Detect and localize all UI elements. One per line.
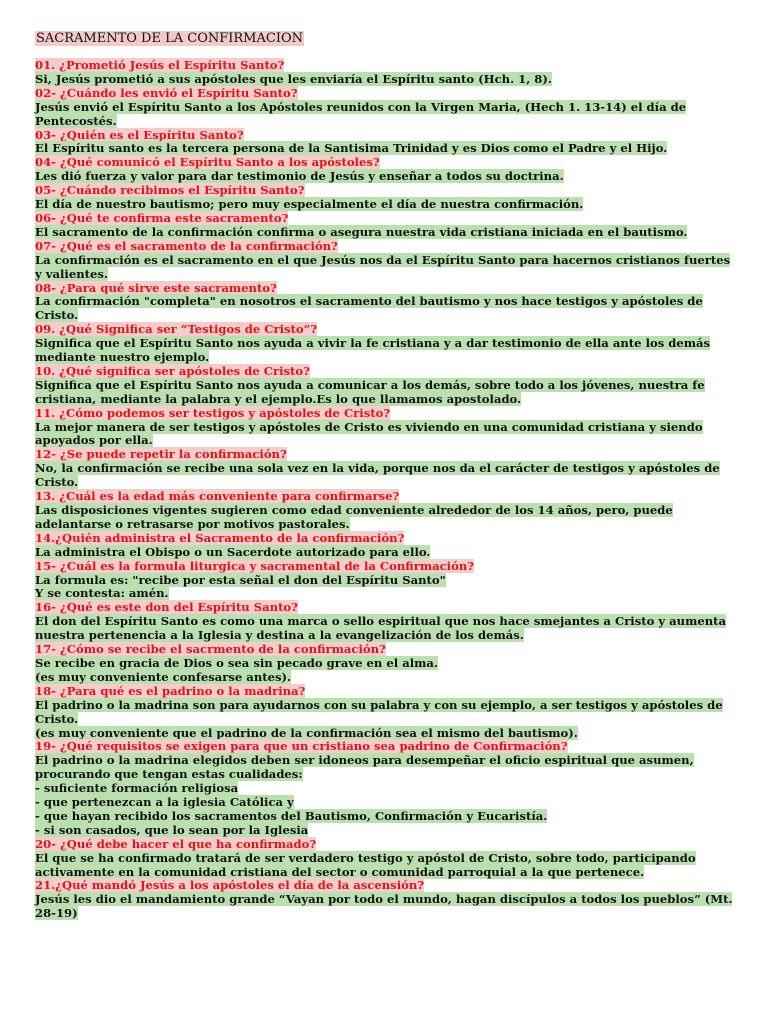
question-text: 13. ¿Cuál es la edad más conveniente para confirmarse?: [35, 489, 400, 504]
question: [35, 407, 740, 421]
answer: [35, 504, 740, 532]
answer-text: - suficiente formación religiosa: [35, 781, 239, 796]
answer: [35, 824, 740, 838]
answer: [35, 170, 740, 184]
qa-item: [35, 407, 740, 449]
question-text: 16- ¿Qué es este don del Espíritu Santo?: [35, 600, 298, 615]
answer: [35, 254, 740, 282]
qa-item: [35, 184, 740, 212]
question-text: 11. ¿Cómo podemos ser testigos y apóstoles de Cristo?: [35, 405, 391, 420]
question-text: 07- ¿Qué es el sacramento de la confirmación?: [35, 238, 338, 253]
question-text: 12- ¿Se puede repetir la confirmación?: [35, 447, 287, 462]
question: [35, 838, 740, 852]
answer-text: Les dió fuerza y valor para dar testimonio de Jesús y enseñar a todos su doctrina.: [35, 169, 564, 184]
qa-item: [35, 129, 740, 157]
answer: [35, 142, 740, 156]
answer: [35, 574, 740, 588]
answer: [35, 587, 740, 601]
answer-text: El que se ha confirmado tratará de ser verdadero testigo y apóstol de Cristo, sobre todo, participando activamente en la comunidad cristiana del sector o comunidad parroquial a la que pertenece.: [35, 850, 696, 879]
question-text: 04- ¿Qué comunicó el Espíritu Santo a los apóstoles?: [35, 155, 380, 170]
qa-item: [35, 323, 740, 365]
answer: [35, 462, 740, 490]
question: [35, 365, 740, 379]
qa-item: [35, 87, 740, 129]
answer: [35, 893, 740, 921]
answer-text: (es muy conveniente que el padrino de la confirmación sea el mismo del bautismo).: [35, 725, 578, 740]
answer-text: Significa que el Espíritu Santo nos ayuda a comunicar a los demás, sobre todo a los jóvenes, nuestra fe cristiana, mediante la palabra y el ejemplo.Es lo que llamamos apostolado.: [35, 377, 705, 406]
answer-text: El padrino o la madrina elegidos deben ser idoneos para desempeñar el oficio espiritual que asumen, procurando que tengan estas cualidades:: [35, 753, 694, 782]
answer: [35, 615, 740, 643]
question: [35, 184, 740, 198]
answer-text: La confirmación "completa" en nosotros el sacramento del bautismo y nos hace testigos y apóstoles de Cristo.: [35, 294, 703, 323]
question: [35, 240, 740, 254]
question: [35, 490, 740, 504]
qa-item: [35, 740, 740, 837]
question-text: 09. ¿Qué Significa ser “Testigos de Cristo”?: [35, 322, 318, 337]
qa-item: [35, 156, 740, 184]
qa-item: [35, 685, 740, 741]
answer-text: No, la confirmación se recibe una sola vez en la vida, porque nos da el carácter de testigos y apóstoles de Cristo.: [35, 461, 720, 490]
answer: [35, 727, 740, 741]
document: [35, 27, 740, 921]
document-title: SACRAMENTO DE LA CONFIRMACION: [36, 31, 303, 46]
answer: [35, 671, 740, 685]
answer: [35, 796, 740, 810]
question-text: 01. ¿Prometió Jesús el Espíritu Santo?: [35, 58, 285, 72]
qa-item: [35, 59, 740, 87]
question: [35, 643, 740, 657]
answer-text: Se recibe en gracia de Dios o sea sin pecado grave en el alma.: [35, 655, 438, 670]
question: [35, 560, 740, 574]
answer: [35, 198, 740, 212]
answer-text: - si son casados, que lo sean por la Iglesia: [35, 822, 309, 837]
answer: [35, 379, 740, 407]
question-text: 10. ¿Qué significa ser apóstoles de Cristo?: [35, 363, 310, 378]
question-text: 14.¿Quién administra el Sacramento de la confirmación?: [35, 530, 405, 545]
answer-text: Significa que el Espíritu Santo nos ayuda a vivir la fe cristiana y a dar testimonio de ella ante los demás mediante nuestro ejemplo.: [35, 336, 711, 365]
question: [35, 448, 740, 462]
answer-text: El don del Espíritu Santo es como una marca o sello espiritual que nos hace smejantes a Cristo y aumenta nuestra pertenencia a la Iglesia y destina a la evangelización de los demás.: [35, 614, 727, 643]
question-text: 02- ¿Cuándo les envió el Espíritu Santo?: [35, 85, 298, 100]
answer-text: La formula es: "recibe por esta señal el don del Espíritu Santo": [35, 572, 446, 587]
qa-item: [35, 282, 740, 324]
question: [35, 685, 740, 699]
question-text: 20- ¿Qué debe hacer el que ha confirmado?: [35, 836, 317, 851]
question-text: 18- ¿Para qué es el padrino o la madrina?: [35, 683, 306, 698]
question: [35, 212, 740, 226]
answer: [35, 101, 740, 129]
qa-item: [35, 532, 740, 560]
question: [35, 323, 740, 337]
answer: [35, 754, 740, 782]
answer: [35, 657, 740, 671]
answer-text: Si, Jesús prometió a sus apóstoles que les enviaría el Espíritu santo (Hch. 1, 8).: [35, 71, 552, 86]
answer-text: Jesús les dio el mandamiento grande “Vayan por todo el mundo, hagan discípulos a todos los pueblos” (Mt. 28-19): [35, 892, 733, 921]
qa-item: [35, 240, 740, 282]
question-text: 03- ¿Quién es el Espíritu Santo?: [35, 127, 244, 142]
qa-item: [35, 560, 740, 602]
question: [35, 282, 740, 296]
answer-text: (es muy conveniente confesarse antes).: [35, 669, 292, 684]
question-text: 17- ¿Cómo se recibe el sacrmento de la confirmación?: [35, 642, 386, 657]
answer: [35, 782, 740, 796]
question: [35, 601, 740, 615]
answer: [35, 852, 740, 880]
qa-item: [35, 838, 740, 880]
answer: [35, 337, 740, 365]
question: [35, 87, 740, 101]
question-text: 08- ¿Para qué sirve este sacramento?: [35, 280, 277, 295]
answer-text: El padrino o la madrina son para ayudarnos con su palabra y con su ejemplo, a ser testigos y apóstoles de Cristo.: [35, 697, 723, 726]
question: [35, 740, 740, 754]
answer-text: Y se contesta: amén.: [35, 586, 169, 601]
answer-text: El día de nuestro bautismo; pero muy especialmente el día de nuestra confirmación.: [35, 197, 584, 212]
qa-item: [35, 601, 740, 643]
answer-text: El Espíritu santo es la tercera persona de la Santisima Trinidad y es Dios como el Padre y el Hijo.: [35, 141, 668, 156]
answer-text: La administra el Obispo o un Sacerdote autorizado para ello.: [35, 544, 431, 559]
question: [35, 129, 740, 143]
question: [35, 879, 740, 893]
answer-text: Jesús envió el Espíritu Santo a los Apóstoles reunidos con la Virgen Maria, (Hech 1. 13-14) el día de Pentecostés.: [35, 99, 687, 128]
qa-item: [35, 448, 740, 490]
answer-text: - que pertenezcan a la iglesia Católica y: [35, 795, 294, 810]
question-text: 05- ¿Cuándo recibimos el Espíritu Santo?: [35, 183, 305, 198]
answer: [35, 810, 740, 824]
answer: [35, 295, 740, 323]
question-text: 15- ¿Cuál es la formula liturgica y sacramental de la Confirmación?: [35, 558, 475, 573]
qa-list: [35, 59, 740, 921]
answer: [35, 73, 740, 87]
answer-text: La confirmación es el sacramento en el que Jesús nos da el Espíritu Santo para hacernos cristianos fuertes y valientes.: [35, 252, 731, 281]
answer-text: - que hayan recibido los sacramentos del Bautismo, Confirmación y Eucaristía.: [35, 808, 548, 823]
answer-text: La mejor manera de ser testigos y apóstoles de Cristo es viviendo en una comunidad cristiana y siendo apoyados por ella.: [35, 419, 703, 448]
question-text: 21.¿Qué mandó Jesús a los apóstoles el día de la ascensión?: [35, 878, 425, 893]
answer: [35, 226, 740, 240]
answer-text: Las disposiciones vigentes sugieren como edad conveniente alrededor de los 14 años, pero, puede adelantarse o retrasarse por motivos pastorales.: [35, 503, 673, 531]
qa-item: [35, 643, 740, 685]
question: [35, 156, 740, 170]
answer-text: El sacramento de la confirmación confirma o asegura nuestra vida cristiana iniciada en el bautismo.: [35, 224, 688, 239]
answer: [35, 421, 740, 449]
question-text: 19- ¿Qué requisitos se exigen para que un cristiano sea padrino de Confirmación?: [35, 739, 568, 754]
qa-item: [35, 879, 740, 921]
qa-item: [35, 365, 740, 407]
answer: [35, 699, 740, 727]
qa-item: [35, 212, 740, 240]
question-text: 06- ¿Qué te confirma este sacramento?: [35, 210, 289, 225]
question: [35, 532, 740, 546]
question: [35, 59, 740, 73]
answer: [35, 546, 740, 560]
qa-item: [35, 490, 740, 532]
